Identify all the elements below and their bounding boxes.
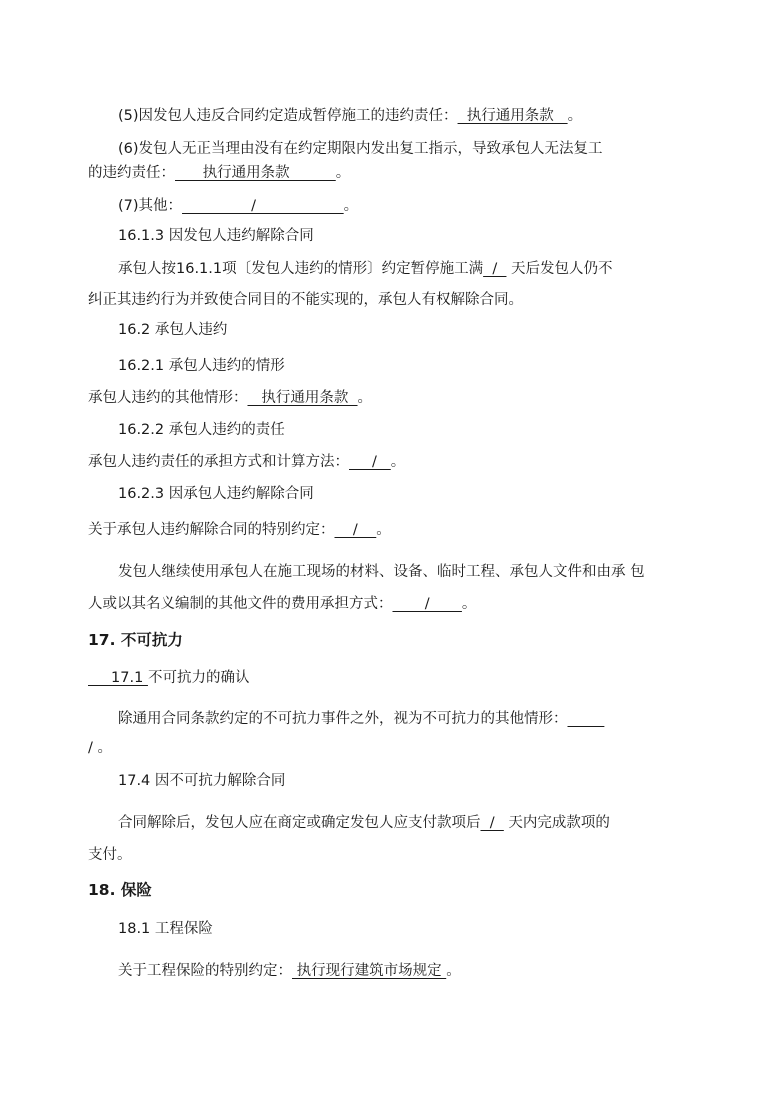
- fill-in: [568, 711, 605, 727]
- text: 16.2.2 承包人违约的责任: [118, 422, 285, 438]
- paragraph: [118, 259, 613, 279]
- paragraph-cont: [88, 290, 523, 310]
- fill-in: 执行通用条款: [247, 390, 358, 406]
- text: 17.4 因不可抗力解除合同: [118, 773, 286, 789]
- fill-in: /: [483, 261, 507, 277]
- text: 除通用合同条款约定的不可抗力事件之外，视为不可抗力的其他情形：: [118, 711, 568, 727]
- text: 。: [376, 522, 391, 538]
- text: 关于工程保险的特别约定：: [118, 963, 292, 979]
- text: (7)其他：: [118, 198, 183, 214]
- text: (5)因发包人违反合同约定造成暂停施工的违约责任：: [118, 108, 458, 124]
- paragraph-cont: [88, 594, 476, 614]
- text: 16.1.3 因发包人违约解除合同: [118, 228, 314, 244]
- text: 18.1 工程保险: [118, 921, 213, 937]
- paragraph: [88, 452, 405, 472]
- section-heading-17: [88, 630, 183, 650]
- paragraph: [118, 709, 604, 729]
- text: 不可抗力的确认: [147, 670, 250, 686]
- text: 16.2.1 承包人违约的情形: [118, 358, 285, 374]
- heading-18-1: [118, 919, 213, 939]
- fill-in: 执行通用条款: [175, 165, 336, 181]
- text: 。: [335, 165, 351, 181]
- fill-in: 17.1: [88, 670, 148, 686]
- heading-16-2-3: [118, 484, 314, 504]
- paragraph: [118, 562, 645, 582]
- clause-7: [118, 196, 358, 216]
- fill-in: 执行通用条款: [457, 108, 568, 124]
- text: 的违约责任：: [88, 165, 175, 181]
- heading-17-1: [88, 668, 249, 688]
- fill-in: /: [334, 522, 377, 538]
- heading-17-4: [118, 771, 285, 791]
- text: 合同解除后，发包人应在商定或确定发包人应支付款项后: [118, 815, 481, 831]
- text: 。: [390, 454, 406, 470]
- text: 承包人违约责任的承担方式和计算方法：: [88, 454, 349, 470]
- text: 。: [343, 198, 359, 214]
- text: 发包人继续使用承包人在施工现场的材料、设备、临时工程、承包人文件和由承 包: [118, 564, 645, 580]
- heading-16-2-1: [118, 356, 285, 376]
- text: 16.2.3 因承包人违约解除合同: [118, 486, 314, 502]
- fill-in: /: [182, 198, 344, 214]
- text: 支付。: [88, 847, 132, 863]
- text: 。: [567, 108, 583, 124]
- clause-6-cont: [88, 163, 350, 183]
- text: 关于承包人违约解除合同的特别约定：: [88, 522, 335, 538]
- text: 天内完成款项的: [503, 815, 610, 831]
- paragraph: [88, 520, 391, 540]
- paragraph: [118, 961, 461, 981]
- paragraph: [118, 813, 610, 833]
- text: 承包人违约的其他情形：: [88, 390, 248, 406]
- fill-in: /: [480, 815, 504, 831]
- text: 。: [357, 390, 373, 406]
- text: / 。: [88, 740, 112, 756]
- text: 承包人按16.1.1项〔发包人违约的情形〕约定暂停施工满: [118, 261, 484, 277]
- text: 人或以其名义编制的其他文件的费用承担方式：: [88, 596, 393, 612]
- text: 纠正其违约行为并致使合同目的不能实现的，承包人有权解除合同。: [88, 292, 523, 308]
- text: 17. 不可抗力: [88, 631, 183, 649]
- fill-in: /: [349, 454, 391, 470]
- heading-16-1-3: [118, 226, 314, 246]
- heading-16-2: [118, 320, 227, 340]
- text: (6)发包人无正当理由没有在约定期限内发出复工指示，导致承包人无法复工: [118, 141, 603, 157]
- paragraph-cont: [88, 738, 112, 758]
- text: 天后发包人仍不: [506, 261, 613, 277]
- clause-6: [118, 139, 603, 159]
- paragraph: [88, 388, 372, 408]
- fill-in: /: [392, 596, 462, 612]
- text: 16.2 承包人违约: [118, 322, 228, 338]
- text: 。: [446, 963, 461, 979]
- text: 18. 保险: [88, 881, 152, 899]
- fill-in: 执行现行建筑市场规定: [292, 963, 447, 979]
- text: 。: [461, 596, 477, 612]
- paragraph-cont: [88, 845, 132, 865]
- section-heading-18: [88, 880, 152, 900]
- clause-5: [118, 106, 582, 126]
- heading-16-2-2: [118, 420, 285, 440]
